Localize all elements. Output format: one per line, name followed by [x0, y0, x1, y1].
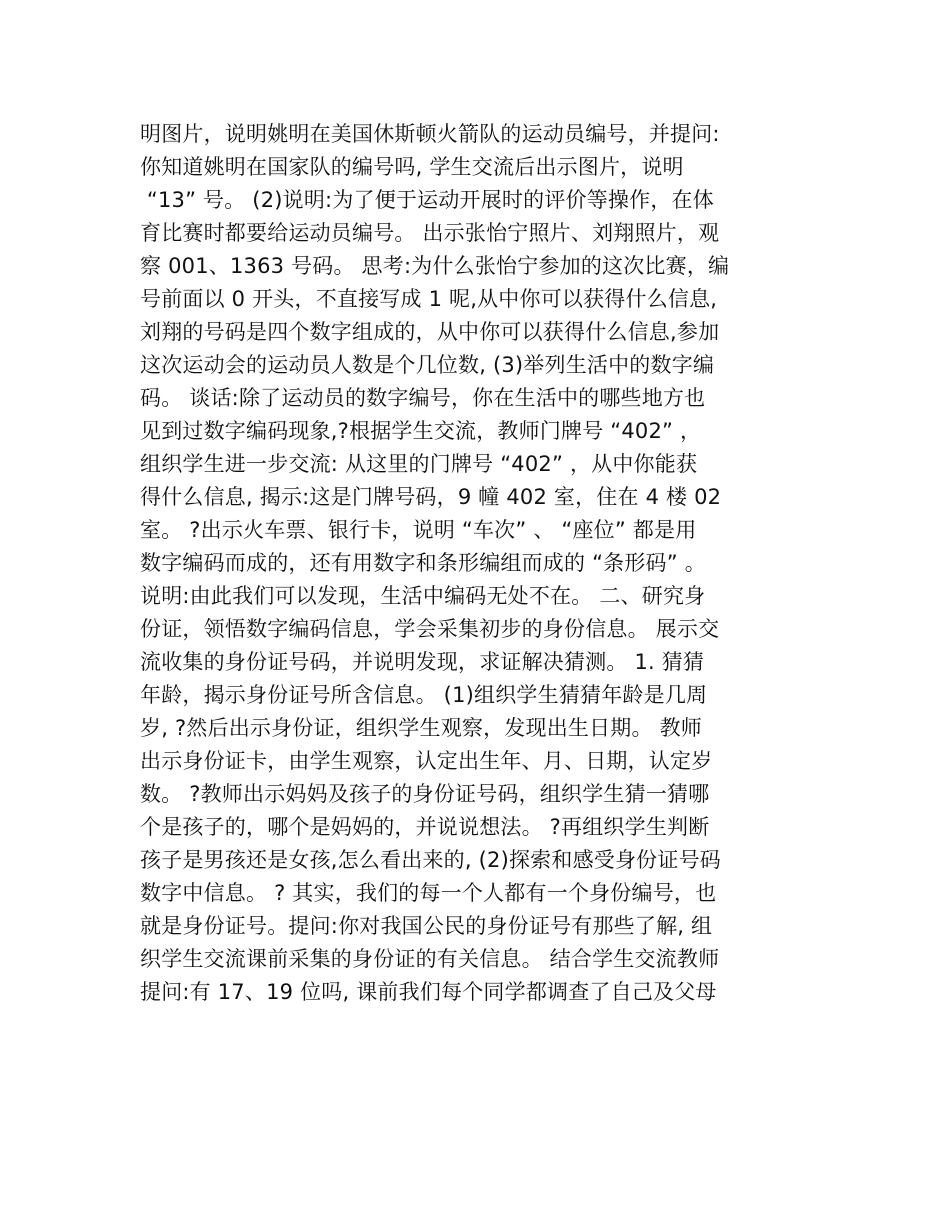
- text-line: 流收集的身份证号码，并说明发现，求证解决猜测。 1. 猜猜: [140, 650, 705, 674]
- text-line: 得什么信息, 揭示:这是门牌号码，9 幢 402 室，住在 4 楼 02: [140, 485, 722, 509]
- text-line: 明图片，说明姚明在美国休斯顿火箭队的运动员编号，并提问:: [140, 122, 720, 146]
- text-line: 份证，领悟数字编码信息，学会采集初步的身份信息。 展示交: [140, 617, 720, 641]
- text-line: 说明:由此我们可以发现，生活中编码无处不在。 二、研究身: [140, 584, 706, 608]
- text-line: 察 001、1363 号码。 思考:为什么张怡宁参加的这次比赛，编: [140, 254, 730, 278]
- text-line: 你知道姚明在国家队的编号吗, 学生交流后出示图片，说明: [140, 155, 684, 179]
- text-line: 岁, ?然后出示身份证，组织学生观察，发现出生日期。 教师: [140, 716, 702, 740]
- body-text: [140, 118, 820, 1009]
- text-line: 室。 ?出示火车票、银行卡，说明 “车次” 、 “座位” 都是用: [140, 518, 697, 542]
- text-line: 就是身份证号。提问:你对我国公民的身份证号有那些了解, 组: [140, 914, 713, 938]
- text-line: 数字编码而成的，还有用数字和条形编组而成的 “条形码” 。: [140, 551, 706, 575]
- text-line: 数。 ?教师出示妈妈及孩子的身份证号码，组织学生猜一猜哪: [140, 782, 710, 806]
- text-line: 见到过数字编码现象,?根据学生交流，教师门牌号 “402” ，: [140, 419, 702, 443]
- text-line: 码。 谈话:除了运动员的数字编号，你在生活中的哪些地方也: [140, 386, 706, 410]
- text-line: 织学生交流课前采集的身份证的有关信息。 结合学生交流教师: [140, 947, 720, 971]
- text-line: 年龄，揭示身份证号所含信息。 (1)组织学生猜猜年龄是几周: [140, 683, 708, 707]
- text-line: 孩子是男孩还是女孩,怎么看出来的, (2)探索和感受身份证号码: [140, 848, 721, 872]
- text-line: 个是孩子的，哪个是妈妈的，并说说想法。 ?再组织学生判断: [140, 815, 710, 839]
- text-line: “13” 号。 (2)说明:为了便于运动开展时的评价等操作，在体: [140, 188, 714, 212]
- text-line: 育比赛时都要给运动员编号。 出示张怡宁照片、刘翔照片，观: [140, 221, 720, 245]
- text-line: 出示身份证卡，由学生观察，认定出生年、月、日期，认定岁: [140, 749, 713, 773]
- text-line: 数字中信息。 ? 其实，我们的每一个人都有一个身份编号，也: [140, 881, 717, 905]
- text-line: 刘翔的号码是四个数字组成的，从中你可以获得什么信息,参加: [140, 320, 720, 344]
- text-line: 提问:有 17、19 位吗, 课前我们每个同学都调查了自己及父母: [140, 980, 717, 1004]
- text-line: 组织学生进一步交流: 从这里的门牌号 “402” ，从中你能获: [140, 452, 698, 476]
- text-line: 号前面以 0 开头，不直接写成 1 呢,从中你可以获得什么信息,: [140, 287, 718, 311]
- text-line: 这次运动会的运动员人数是个几位数, (3)举列生活中的数字编: [140, 353, 715, 377]
